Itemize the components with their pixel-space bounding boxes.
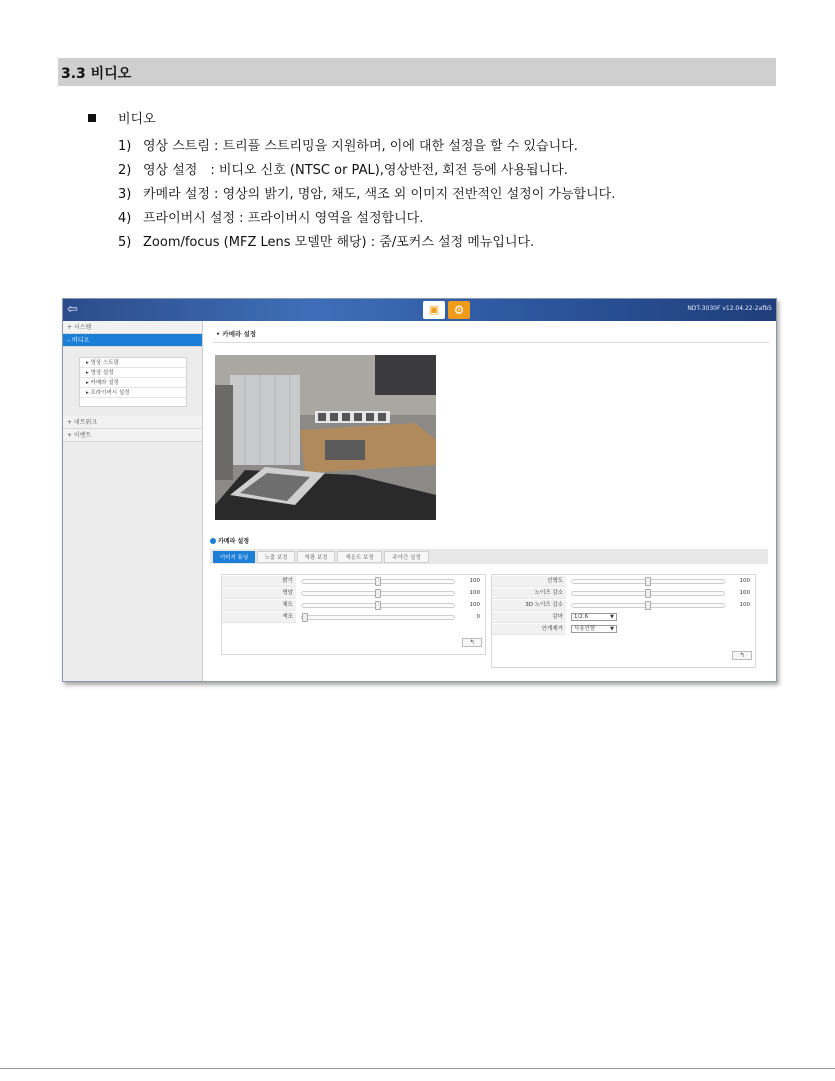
defog-select[interactable]: 사용안함 ▼ [571, 625, 617, 633]
submenu-item-privacy[interactable]: ▸ 프라이버시 설정 [80, 388, 186, 398]
slider-label: 색조 [222, 612, 296, 623]
slider-row [492, 588, 755, 599]
slider-thumb[interactable] [302, 613, 308, 622]
gamma-select[interactable]: 1/2.6 ▼ [571, 613, 617, 621]
slider-row [222, 588, 485, 599]
chevron-down-icon: ▼ [610, 626, 614, 632]
top-bar [63, 299, 776, 321]
tab-image-tuning[interactable]: 이미지 튜닝 [213, 551, 255, 563]
select-label: 감마 [492, 612, 566, 623]
sidebar-submenu [79, 357, 187, 407]
slider-value: 0 [476, 614, 480, 620]
slider-row [492, 576, 755, 587]
numbered-list [118, 135, 615, 255]
page-title: • 카메라 설정 [216, 330, 257, 338]
submenu-item-stream[interactable]: ▸ 영상 스트림 [80, 358, 186, 368]
select-row [492, 612, 755, 623]
version-text: NDT-3030F v12.04.22-2afb5 [687, 305, 772, 312]
sidebar-item-network[interactable]: + 네트워크 [63, 416, 202, 429]
slider-value: 100 [739, 590, 750, 596]
slider-row [492, 600, 755, 611]
square-bullet-icon [88, 114, 96, 122]
reset-button[interactable]: ↰ [462, 638, 482, 647]
sidebar [63, 321, 203, 682]
tab-bar [210, 549, 768, 564]
image-settings-panel-left [221, 574, 486, 655]
slider-value: 100 [739, 578, 750, 584]
select-label: 안개제거 [492, 624, 566, 635]
slider-label: 명암 [222, 588, 296, 599]
select-row [492, 624, 755, 635]
camera-icon[interactable]: ▣ [423, 301, 445, 319]
section-title: 3.3 비디오 [61, 66, 132, 82]
info-icon [210, 538, 216, 544]
camera-preview-image [215, 355, 436, 520]
list-item: 3) 카메라 설정 : 영상의 밝기, 명암, 채도, 색조 외 이미지 전반적인 설정이 가능합니다. [118, 187, 616, 202]
main-content [204, 321, 777, 682]
slider-thumb[interactable] [375, 601, 381, 610]
tab-exposure[interactable]: 노출 보정 [257, 551, 295, 563]
list-item: 4) 프라이버시 설정 : 프라이버시 영역을 설정합니다. [118, 211, 424, 226]
list-item: 5) Zoom/focus (MFZ Lens 모델만 해당) : 줌/포커스 설정 메뉴입니다. [118, 235, 535, 250]
slider-value: 100 [739, 602, 750, 608]
sharpness-slider[interactable] [571, 579, 725, 584]
slider-label: 3D 노이즈 감소 [492, 600, 566, 611]
slider-thumb[interactable] [375, 577, 381, 586]
slider-value: 100 [469, 590, 480, 596]
camera-preview [215, 355, 436, 520]
logout-icon[interactable]: ⇦ [67, 302, 78, 317]
list-item: 1) 영상 스트림 : 트리플 스트리밍을 지원하며, 이에 대한 설정을 할 수 있습니다. [118, 139, 578, 154]
chevron-down-icon: ▼ [610, 614, 614, 620]
slider-row [222, 576, 485, 587]
slider-thumb[interactable] [645, 577, 651, 586]
divider [212, 342, 770, 343]
slider-label: 선명도 [492, 576, 566, 587]
list-item: 2) 영상 설정 : 비디오 신호 (NTSC or PAL),영상반전, 회전 등에 사용됩니다. [118, 163, 568, 178]
slider-thumb[interactable] [645, 601, 651, 610]
slider-label: 노이즈 감소 [492, 588, 566, 599]
gear-icon[interactable]: ⚙ [448, 301, 470, 319]
contrast-slider[interactable] [301, 591, 455, 596]
slider-row [222, 612, 485, 623]
3d-noise-reduction-slider[interactable] [571, 603, 725, 608]
footer-divider [0, 1068, 835, 1069]
tab-color-temp[interactable]: 색온도 보정 [337, 551, 382, 563]
reset-button[interactable]: ↰ [732, 651, 752, 660]
slider-value: 100 [469, 602, 480, 608]
saturation-slider[interactable] [301, 603, 455, 608]
hue-slider[interactable] [301, 615, 455, 620]
slider-thumb[interactable] [645, 589, 651, 598]
slider-thumb[interactable] [375, 589, 381, 598]
section-header [58, 58, 776, 86]
bullet-item [88, 108, 156, 127]
submenu-item-video-settings[interactable]: ▸ 영상 설정 [80, 368, 186, 378]
slider-row [222, 600, 485, 611]
tab-day-night[interactable]: 주야간 설정 [384, 551, 429, 563]
sidebar-item-event[interactable]: + 이벤트 [63, 429, 202, 442]
sidebar-item-system[interactable]: + 시스템 [63, 321, 202, 334]
slider-label: 밝기 [222, 576, 296, 587]
sidebar-item-video[interactable]: – 비디오 [63, 334, 202, 347]
slider-label: 채도 [222, 600, 296, 611]
camera-settings-label: 카메라 설정 [210, 536, 249, 545]
tab-backlight[interactable]: 역광 보정 [297, 551, 335, 563]
brightness-slider[interactable] [301, 579, 455, 584]
slider-value: 100 [469, 578, 480, 584]
bullet-label: 비디오 [118, 112, 156, 127]
image-settings-panel-right [491, 574, 756, 668]
embedded-screenshot [62, 298, 777, 682]
submenu-item-camera-settings[interactable]: ▸ 카메라 설정 [80, 378, 186, 388]
noise-reduction-slider[interactable] [571, 591, 725, 596]
